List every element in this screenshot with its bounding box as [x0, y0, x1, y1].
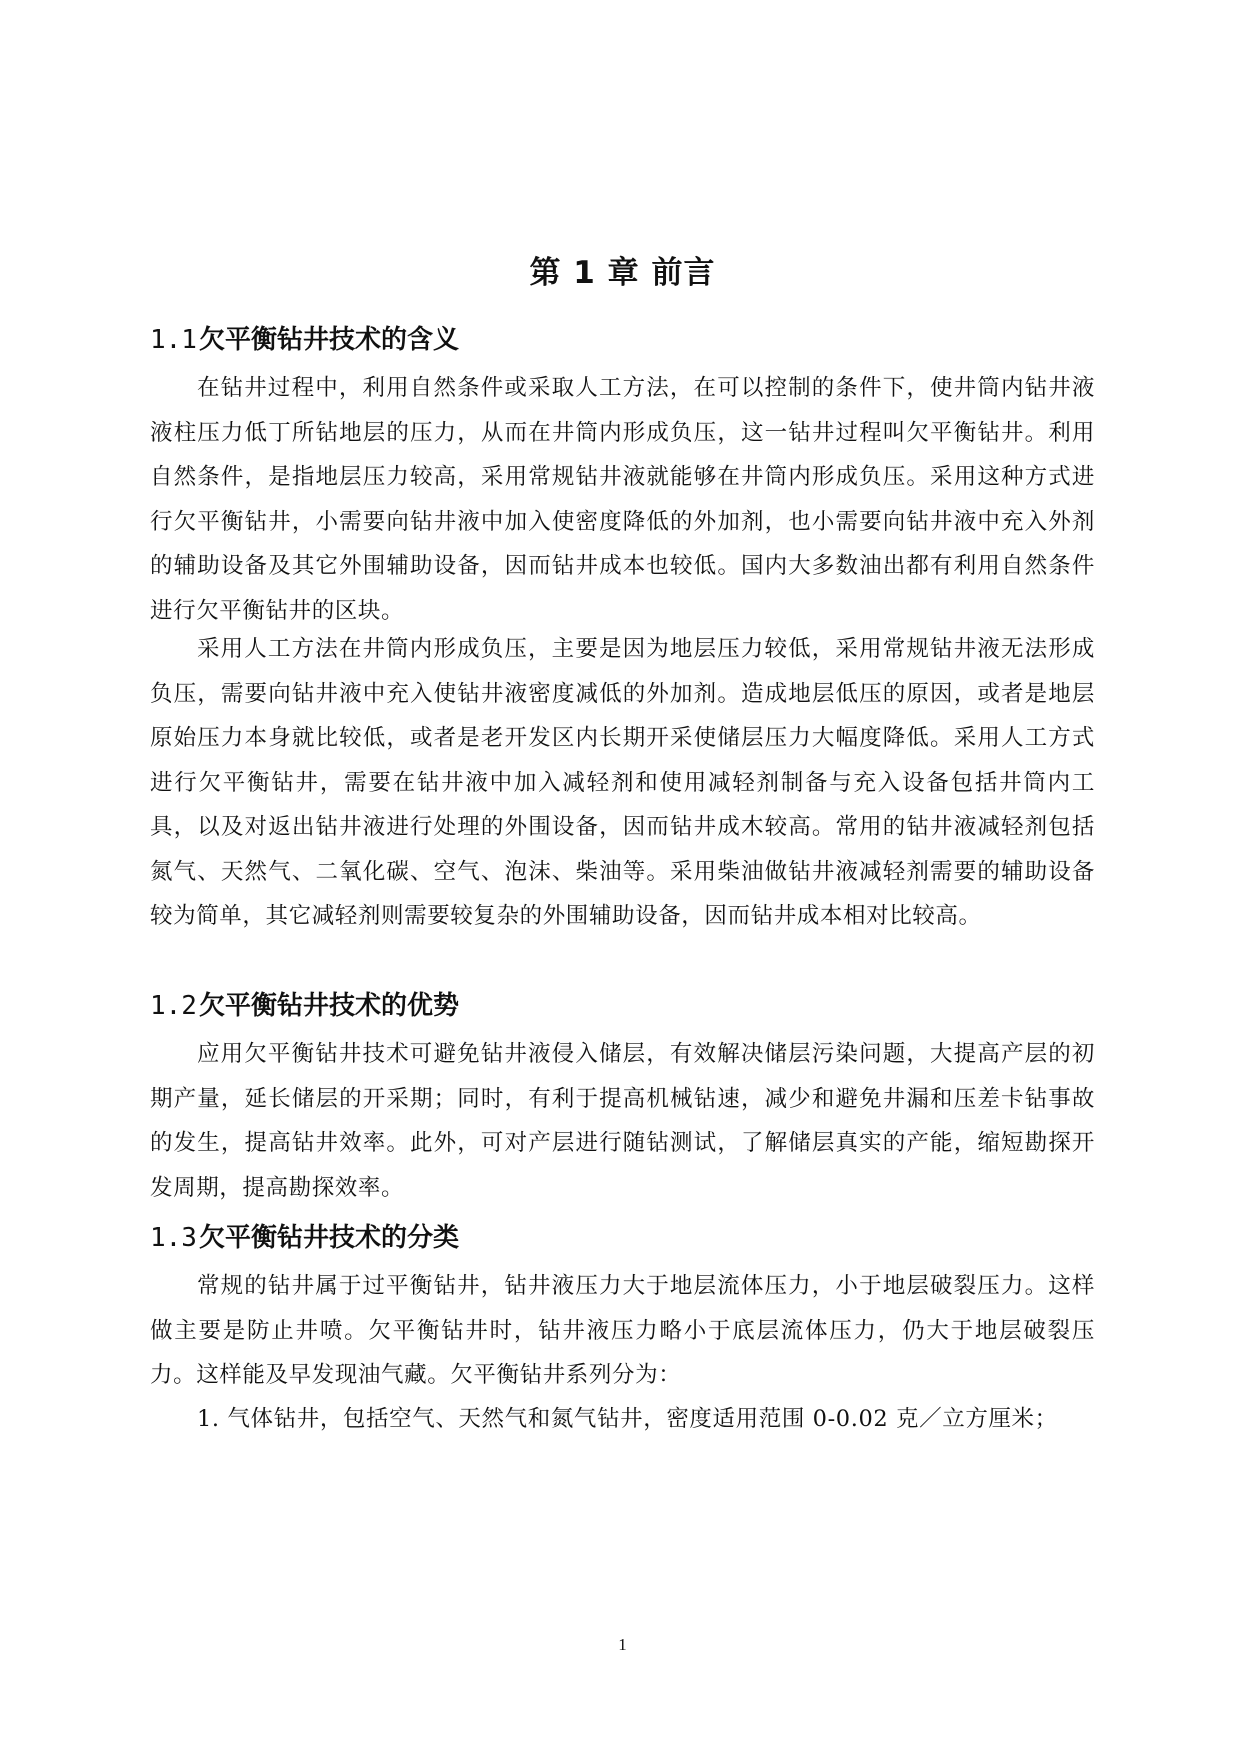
- section-heading-1-2: [150, 988, 1095, 1024]
- section-heading-1-1: [150, 322, 1095, 358]
- list-item: 1. 气体钻井，包括空气、天然气和氮气钻井，密度适用范围 0-0.02 克／立方厘米；: [197, 1406, 1058, 1432]
- document-page: [150, 0, 1095, 1754]
- section-number: 1.1: [150, 325, 197, 355]
- section-number: 1.3: [150, 1223, 197, 1253]
- chapter-title: 第 1 章 前言: [529, 255, 716, 291]
- paragraph: 常规的钻井属于过平衡钻井，钻井液压力大于地层流体压力，小于地层破裂压力。这样做主要是防止井喷。欠平衡钻井时，钻井液压力略小于底层流体压力，仍大于地层破裂压力。这样能及早发现油气藏。欠平衡钻井系列分为：: [150, 1273, 1095, 1388]
- section-heading-1-3: [150, 1220, 1095, 1256]
- section-title-text: 欠平衡钻井技术的含义: [198, 325, 459, 355]
- paragraph: 在钻井过程中，利用自然条件或采取人工方法，在可以控制的条件下，使井筒内钻井液液柱压力低丁所钻地层的压力，从而在井筒内形成负压，这一钻井过程叫欠平衡钻井。利用自然条件，是指地层压力较高，采用常规钻井液就能够在井筒内形成负压。采用这种方式进行欠平衡钻井，小需要向钻井液中加入使密度降低的外加剂，也小需要向钻井液中充入外剂的辅助设备及其它外围辅助设备，因而钻井成本也较低。国内大多数油出都有利用自然条件进行欠平衡钻井的区块。: [150, 375, 1095, 624]
- section-title-text: 欠平衡钻井技术的优势: [198, 991, 459, 1021]
- section-number: 1.2: [150, 991, 197, 1021]
- page-number: 1: [618, 1635, 627, 1654]
- paragraph: 应用欠平衡钻井技术可避免钻井液侵入储层，有效解决储层污染问题，大提高产层的初期产量，延长储层的开采期；同时，有利于提高机械钻速，减少和避免井漏和压差卡钻事故的发生，提高钻井效率。此外，可对产层进行随钻测试，了解储层真实的产能，缩短勘探开发周期，提高勘探效率。: [150, 1041, 1095, 1201]
- section-title-text: 欠平衡钻井技术的分类: [198, 1223, 459, 1253]
- paragraph: 采用人工方法在井筒内形成负压，主要是因为地层压力较低，采用常规钻井液无法形成负压，需要向钻井液中充入使钻井液密度减低的外加剂。造成地层低压的原因，或者是地层原始压力本身就比较低，或者是老开发区内长期开采使储层压力大幅度降低。采用人工方式进行欠平衡钻井，需要在钻井液中加入减轻剂和使用减轻剂制备与充入设备包括井筒内工具，以及对返出钻井液进行处理的外围设备，因而钻井成木较高。常用的钻井液减轻剂包括氮气、天然气、二氧化碳、空气、泡沫、柴油等。采用柴油做钻井液减轻剂需要的辅助设备较为简单，其它减轻剂则需要较复杂的外围辅助设备，因而钻井成本相对比较高。: [150, 636, 1095, 929]
